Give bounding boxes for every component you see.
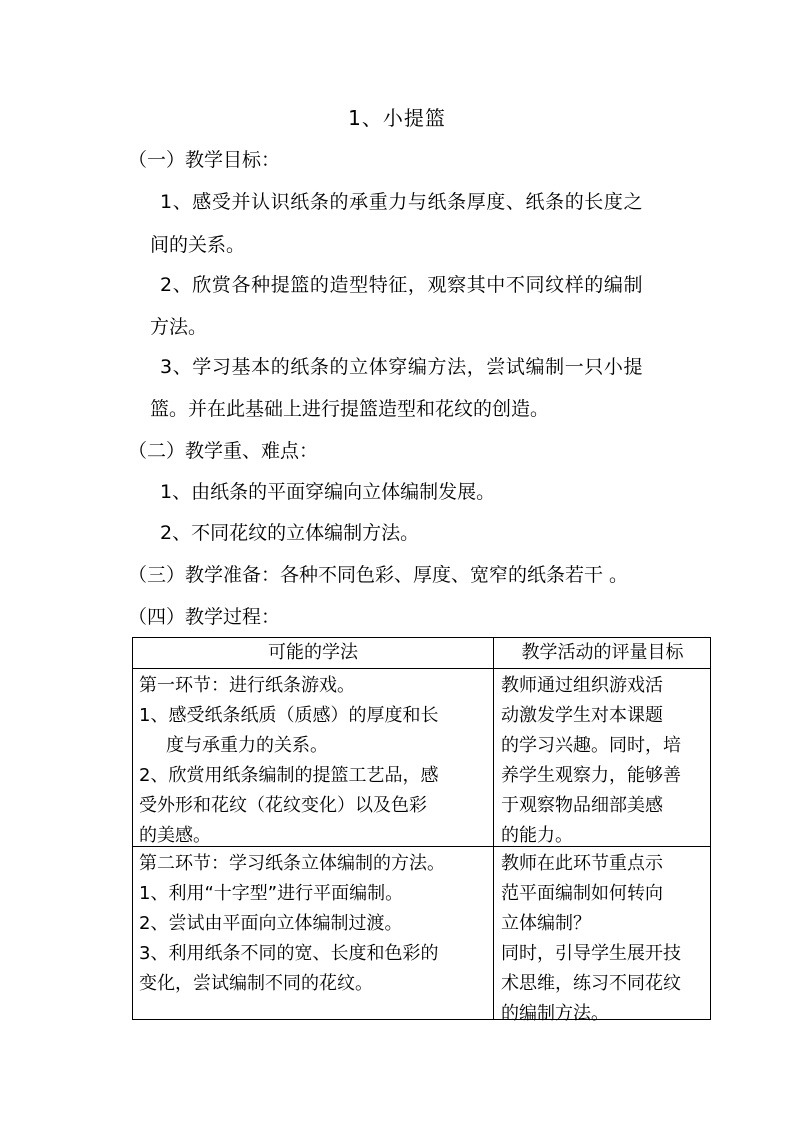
objective-3-line-1: 3、学习基本的纸条的立体穿编方法，尝试编制一只小提 [160, 356, 644, 378]
objective-2-line-2: 方法。 [150, 316, 208, 338]
page-title: 1、小提篮 [348, 106, 446, 130]
table-header-divider [133, 668, 710, 669]
objective-3-line-2: 篮。并在此基础上进行提篮造型和花纹的创造。 [150, 398, 550, 420]
table-cell-row1-methods [139, 671, 489, 851]
teaching-process-table [132, 637, 711, 1024]
cell-line: 1、感受纸条纸质（质感）的厚度和长 [139, 705, 439, 726]
cell-line: 第一环节：进行纸条游戏。 [139, 675, 355, 696]
cell-line: 教师在此环节重点示 [501, 853, 663, 874]
cell-line: 受外形和花纹（花纹变化）以及色彩 [139, 795, 427, 816]
cell-line: 第二环节：学习纸条立体编制的方法。 [139, 853, 445, 874]
table-cell-row2-methods [139, 849, 489, 999]
cell-line: 的学习兴趣。同时，培 [501, 735, 681, 756]
cell-line: 术思维，练习不同花纹 [501, 973, 681, 994]
objective-1-line-1: 1、感受并认识纸条的承重力与纸条厚度、纸条的长度之 [160, 191, 644, 213]
preparation-text: （三）教学准备：各种不同色彩、厚度、宽窄的纸条若干 。 [128, 564, 629, 586]
cell-line: 度与承重力的关系。 [166, 735, 328, 756]
cell-line: 的编制方法。 [501, 1003, 609, 1024]
table-cell-row2-assessment [501, 849, 706, 1029]
cell-line: 立体编制？ [501, 913, 591, 934]
cell-line: 教师通过组织游戏活 [501, 675, 663, 696]
process-heading: （四）教学过程： [128, 606, 281, 628]
table-column-divider [493, 638, 494, 1019]
key-point-1: 1、由纸条的平面穿编向立体编制发展。 [160, 481, 496, 503]
cell-line: 养学生观察力，能够善 [501, 765, 681, 786]
cell-line: 2、欣赏用纸条编制的提篮工艺品，感 [139, 765, 439, 786]
cell-line: 变化，尝试编制不同的花纹。 [139, 973, 373, 994]
key-point-2: 2、不同花纹的立体编制方法。 [160, 522, 420, 544]
cell-line: 范平面编制如何转向 [501, 883, 663, 904]
cell-line: 2、尝试由平面向立体编制过渡。 [139, 913, 403, 934]
cell-line: 动激发学生对本课题 [501, 705, 663, 726]
objectives-heading: （一）教学目标： [128, 149, 281, 171]
table-header-assessment: 教学活动的评量目标 [521, 642, 684, 663]
cell-line: 3、利用纸条不同的宽、长度和色彩的 [139, 943, 439, 964]
objective-2-line-1: 2、欣赏各种提篮的造型特征，观察其中不同纹样的编制 [160, 274, 644, 296]
cell-line: 的能力。 [501, 825, 573, 846]
cell-line: 的美感。 [139, 825, 211, 846]
cell-line: 于观察物品细部美感 [501, 795, 663, 816]
cell-line: 同时，引导学生展开技 [501, 943, 681, 964]
table-header-methods: 可能的学法 [268, 642, 358, 663]
key-points-heading: （二）教学重、难点： [128, 440, 319, 462]
objective-1-line-2: 间的关系。 [150, 234, 246, 256]
cell-line: 1、利用“十字型”进行平面编制。 [139, 883, 404, 904]
table-cell-row1-assessment [501, 671, 706, 851]
